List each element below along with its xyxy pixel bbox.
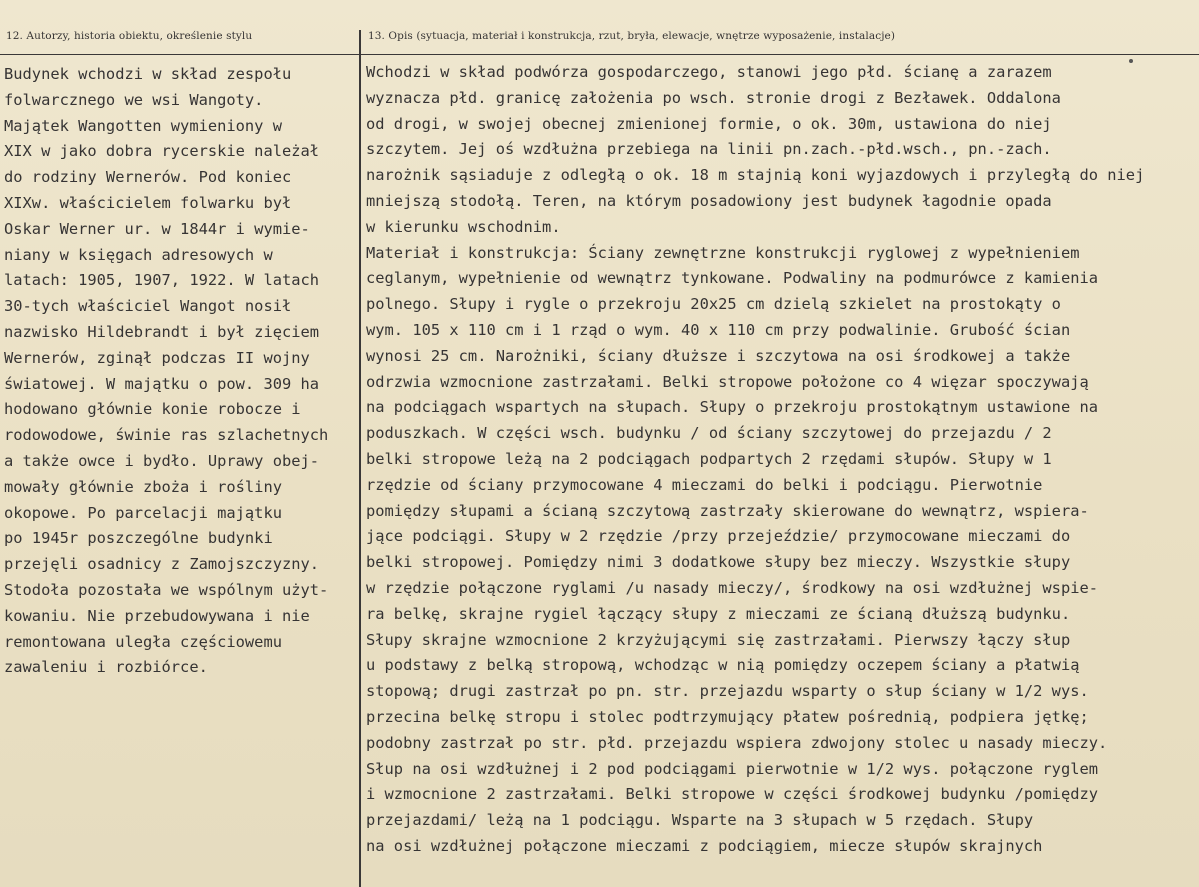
- text-line: podobny zastrzał po str. płd. przejazdu wspiera zdwojony stolec u nasady mieczy.: [366, 733, 1108, 752]
- text-line: w kierunku wschodnim.: [366, 217, 561, 236]
- text-line: 30-tych właściciel Wangot nosił: [4, 297, 292, 316]
- text-line: na podciągach wspartych na słupach. Słupy o przekroju prostokątnym ustawione na: [366, 398, 1099, 417]
- section-12-header: 12. Autorzy, historia obiektu, określenie stylu: [6, 30, 253, 42]
- text-line: przecina belkę stropu i stolec podtrzymujący płatew pośrednią, podpiera jętkę;: [366, 707, 1089, 726]
- text-line: wynosi 25 cm. Narożniki, ściany dłuższe i szczytowa na osi środkowej a także: [366, 346, 1071, 365]
- text-line: i wzmocnione 2 zastrzałami. Belki stropowe w części środkowej budynku /pomiędzy: [366, 785, 1099, 804]
- text-line: przejęli osadnicy z Zamojszczyzny.: [4, 555, 320, 574]
- text-line: Wernerów, zginął podczas II wojny: [4, 348, 310, 367]
- text-line: w rzędzie połączone ryglami /u nasady mieczy/, środkowy na osi wzdłużnej wspie-: [366, 578, 1099, 597]
- text-line: Wchodzi w skład podwórza gospodarczego, stanowi jego płd. ścianę a zarazem: [366, 63, 1052, 81]
- text-line: Materiał i konstrukcja: Ściany zewnętrzne konstrukcji ryglowej z wypełnieniem: [366, 243, 1080, 262]
- column-divider: [359, 30, 361, 887]
- text-line: nazwisko Hildebrandt i był zięciem: [4, 322, 320, 341]
- text-line: ra belkę, skrajne rygiel łączący słupy z mieczami ze ścianą dłuższą budynku.: [366, 604, 1071, 623]
- text-line: u podstawy z belką stropową, wchodząc w nią pomiędzy oczepem ściany a płatwią: [366, 656, 1080, 675]
- text-line: latach: 1905, 1907, 1922. W latach: [4, 271, 320, 290]
- text-line: mowały głównie zboża i rośliny: [4, 477, 282, 496]
- text-line: po 1945r poszczególne budynki: [4, 529, 273, 548]
- text-line: XIXw. właścicielem folwarku był: [4, 193, 292, 212]
- text-line: Słupy skrajne wzmocnione 2 krzyżującymi się zastrzałami. Pierwszy łączy słup: [366, 630, 1071, 649]
- text-line: Majątek Wangotten wymieniony w: [4, 116, 282, 135]
- text-line: Słup na osi wzdłużnej i 2 pod podciągami pierwotnie w 1/2 wys. połączone ryglem: [366, 759, 1099, 778]
- history-text-column: [4, 62, 356, 681]
- text-line: narożnik sąsiaduje z odległą o ok. 18 m stajnią koni wyjazdowych i przyległą do niej: [366, 166, 1145, 185]
- text-line: światowej. W majątku o pow. 309 ha: [4, 374, 320, 393]
- text-line: hodowano głównie konie robocze i: [4, 400, 301, 419]
- text-line: folwarcznego we wsi Wangoty.: [4, 90, 264, 109]
- text-line: stopową; drugi zastrzał po pn. str. przejazdu wsparty o słup ściany w 1/2 wys.: [366, 682, 1089, 701]
- header-divider: [0, 54, 1199, 55]
- text-line: wyznacza płd. granicę założenia po wsch. stronie drogi z Bezławek. Oddalona: [366, 88, 1061, 107]
- text-line: rzędzie od ściany przymocowane 4 mieczami do belki i podciągu. Pierwotnie: [366, 475, 1043, 494]
- text-line: remontowana uległa częściowemu: [4, 632, 282, 651]
- text-line: ceglanym, wypełnienie od wewnątrz tynkowane. Podwaliny na podmurówce z kamienia: [366, 269, 1099, 288]
- section-13-header: 13. Opis (sytuacja, materiał i konstrukcja, rzut, bryła, elewacje, wnętrze wyposażenie, instalacje): [368, 30, 896, 42]
- text-line: przejazdami/ leżą na 1 podciągu. Wsparte na 3 słupach w 5 rzędach. Słupy: [366, 811, 1034, 830]
- text-line: niany w księgach adresowych w: [4, 245, 273, 264]
- text-line: do rodziny Wernerów. Pod koniec: [4, 168, 292, 187]
- text-line: od drogi, w swojej obecnej zmienionej formie, o ok. 30m, ustawiona do niej: [366, 114, 1052, 133]
- text-line: XIX w jako dobra rycerskie należał: [4, 142, 320, 161]
- text-line: okopowe. Po parcelacji majątku: [4, 503, 282, 522]
- text-line: odrzwia wzmocnione zastrzałami. Belki stropowe położone co 4 więzar spoczywają: [366, 372, 1089, 391]
- text-line: belki stropowe leżą na 2 podciągach podpartych 2 rzędami słupów. Słupy w 1: [366, 449, 1052, 468]
- text-line: pomiędzy słupami a ścianą szczytową zastrzały skierowane do wewnątrz, wspiera-: [366, 501, 1089, 520]
- text-line: a także owce i bydło. Uprawy obej-: [4, 451, 320, 470]
- text-line: na osi wzdłużnej połączone mieczami z podciągiem, miecze słupów skrajnych: [366, 836, 1043, 855]
- text-line: zawaleniu i rozbiórce.: [4, 658, 208, 677]
- description-text-column: [366, 60, 1199, 860]
- text-line: wym. 105 x 110 cm i 1 rząd o wym. 40 x 110 cm przy podwalinie. Grubość ścian: [366, 320, 1071, 339]
- text-line: rodowodowe, świnie ras szlachetnych: [4, 426, 329, 445]
- text-line: Budynek wchodzi w skład zespołu: [4, 65, 292, 83]
- text-line: poduszkach. W części wsch. budynku / od ściany szczytowej do przejazdu / 2: [366, 424, 1052, 443]
- text-line: mniejszą stodołą. Teren, na którym posadowiony jest budynek łagodnie opada: [366, 191, 1052, 210]
- text-line: kowaniu. Nie przebudowywana i nie: [4, 606, 310, 625]
- text-line: Oskar Werner ur. w 1844r i wymie-: [4, 219, 310, 238]
- text-line: jące podciągi. Słupy w 2 rzędzie /przy przejeździe/ przymocowane mieczami do: [366, 527, 1071, 546]
- text-line: belki stropowej. Pomiędzy nimi 3 dodatkowe słupy bez mieczy. Wszystkie słupy: [366, 553, 1071, 572]
- text-line: szczytem. Jej oś wzdłużna przebiega na linii pn.zach.-płd.wsch., pn.-zach.: [366, 140, 1052, 159]
- text-line: polnego. Słupy i rygle o przekroju 20x25 cm dzielą szkielet na prostokąty o: [366, 295, 1061, 314]
- text-line: Stodoła pozostała we wspólnym użyt-: [4, 580, 329, 599]
